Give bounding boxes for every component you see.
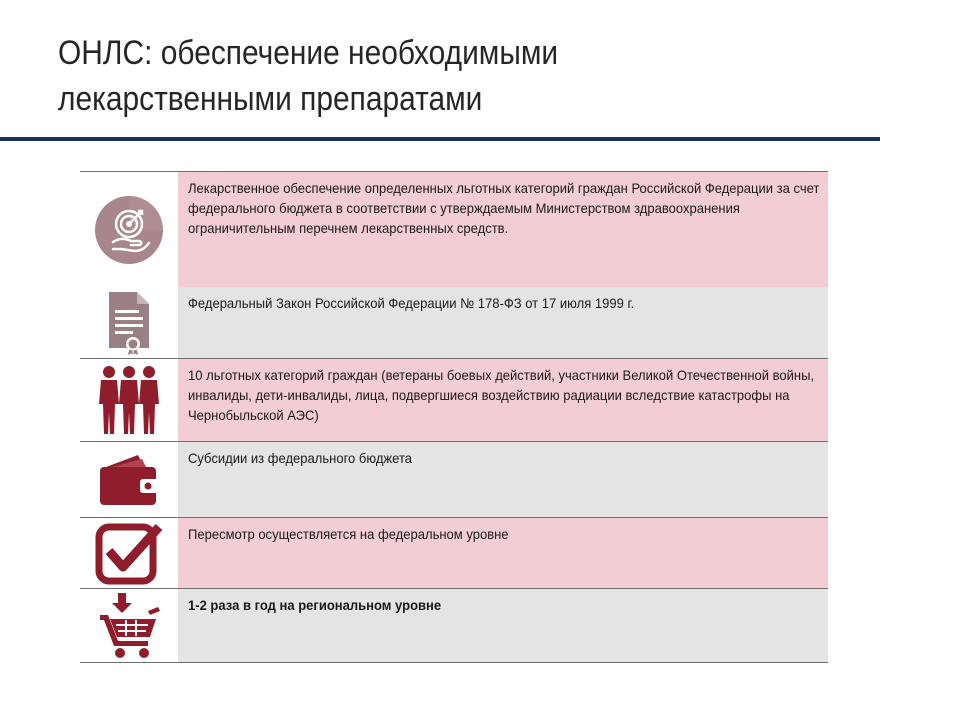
row-text-cell [178, 287, 828, 358]
icon-cell [80, 442, 178, 517]
row-text: Лекарственное обеспечение определенных льготных категорий граждан Российской Федерации за счет федерального бюджета в соответствии с утверждаемым Министерством здравоохранения ограничительным перечнем лекарственных средств. [188, 180, 820, 236]
table-row-law [80, 287, 828, 359]
icon-cell [80, 172, 178, 287]
checkbox-check-icon [95, 521, 163, 585]
icon-cell [80, 589, 178, 662]
icon-cell [80, 518, 178, 588]
row-text-cell [178, 359, 828, 441]
people-group-icon [97, 364, 161, 436]
icon-cell [80, 359, 178, 441]
icon-cell [80, 287, 178, 358]
document-certificate-icon [105, 290, 153, 356]
table-row-funding [80, 171, 828, 288]
row-text-cell [178, 589, 828, 662]
row-text: 10 льготных категорий граждан (ветераны боевых действий, участники Великой Отечественной войны, инвалиды, дети-инвалиды, лица, подвергшиеся воздействию радиации вследствие катастрофы на Чернобыльской АЭС) [188, 367, 815, 423]
table-row-subsidies [80, 442, 828, 518]
shopping-cart-icon [98, 593, 160, 659]
title-line-1: ОНЛС: обеспечение необходимыми [58, 34, 559, 72]
title-line-2: лекарственными препаратами [58, 80, 483, 118]
row-text: Федеральный Закон Российской Федерации № 178-ФЗ от 17 июля 1999 г. [188, 295, 635, 311]
info-table [80, 171, 828, 662]
slide-title [58, 30, 797, 122]
row-text: Субсидии из федерального бюджета [188, 450, 413, 466]
row-text-cell [178, 518, 828, 588]
row-text: Пересмотр осуществляется на федеральном уровне [188, 526, 509, 542]
wallet-icon [98, 453, 160, 507]
title-divider [0, 137, 880, 141]
target-hand-icon [91, 192, 167, 268]
table-row-categories [80, 359, 828, 442]
table-row-review [80, 518, 828, 589]
row-text: 1-2 раза в год на региональном уровне [188, 597, 442, 613]
row-text-cell [178, 172, 828, 287]
table-row-frequency [80, 589, 828, 663]
row-text-cell [178, 442, 828, 517]
